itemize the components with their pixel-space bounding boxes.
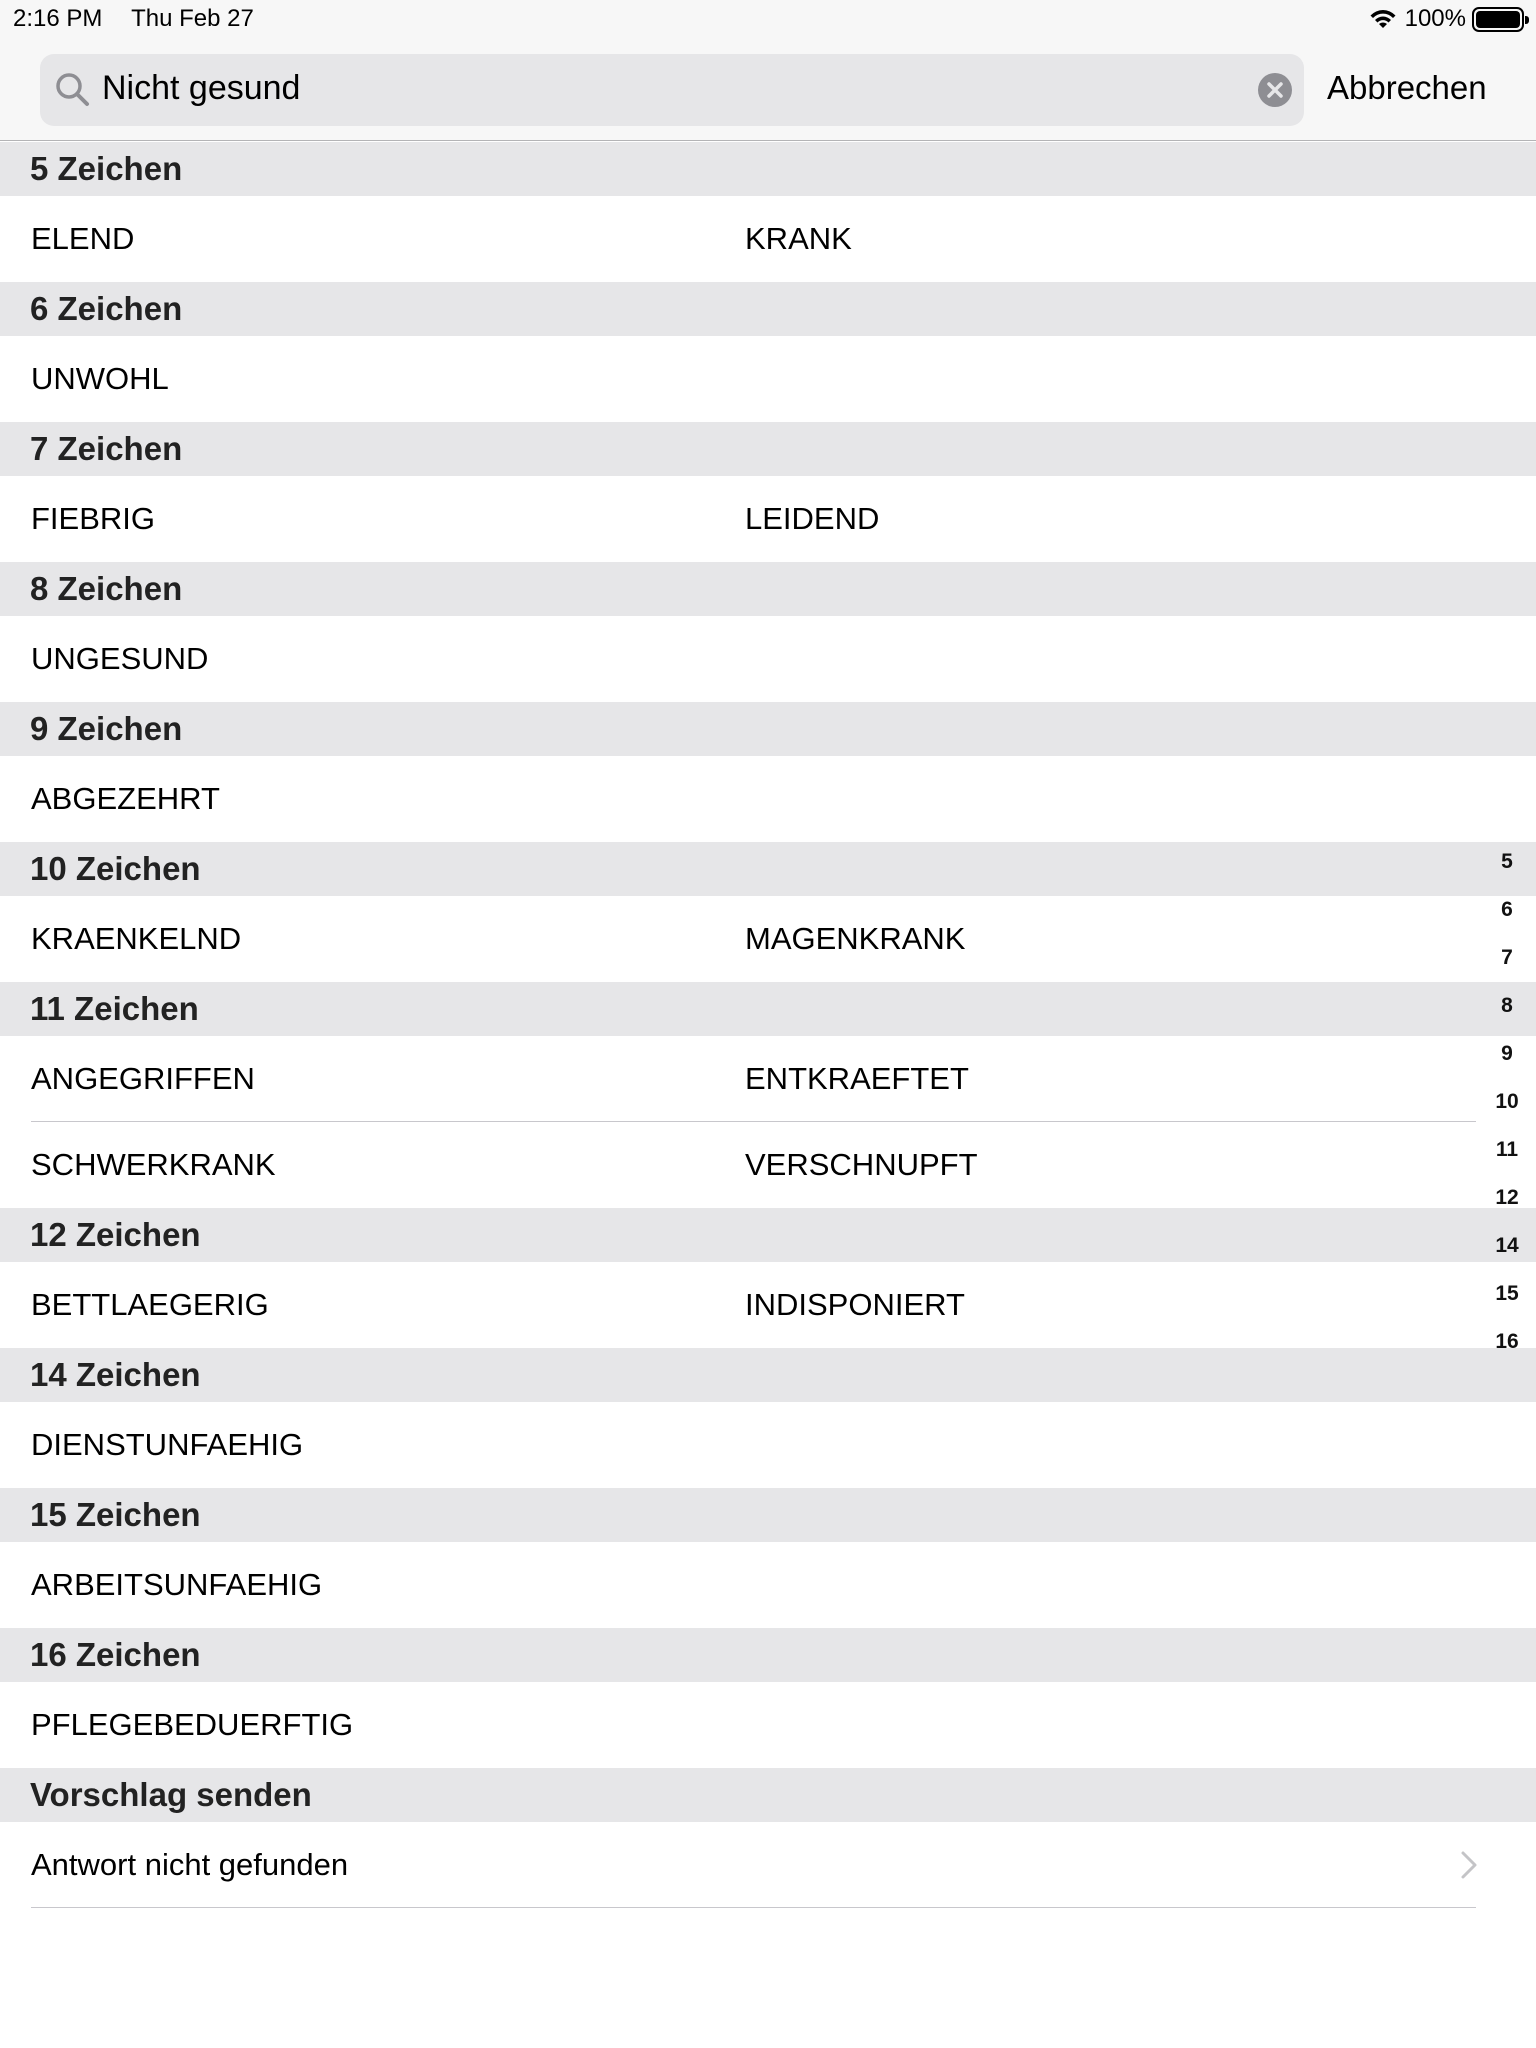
answer-cell[interactable]: SCHWERKRANK <box>31 1147 276 1182</box>
answer-cell[interactable]: ELEND <box>31 221 135 256</box>
table-row <box>0 756 1536 842</box>
suggestion-header: Vorschlag senden <box>0 1768 1536 1822</box>
index-item[interactable]: 14 <box>1495 1234 1519 1257</box>
table-row <box>0 196 1536 282</box>
table-row <box>0 896 1536 982</box>
section-index[interactable] <box>1492 838 1522 1366</box>
table-row <box>0 1122 1536 1208</box>
answer-cell[interactable]: DIENSTUNFAEHIG <box>31 1427 304 1462</box>
battery-nub <box>1525 16 1529 24</box>
index-item[interactable]: 6 <box>1501 898 1513 921</box>
cancel-button[interactable]: Abbrechen <box>1327 69 1487 106</box>
status-bar <box>0 0 1536 38</box>
table-row <box>0 1262 1536 1348</box>
status-right <box>1369 5 1524 33</box>
search-icon <box>54 71 92 109</box>
search-header <box>0 38 1536 141</box>
section-header: 15 Zeichen <box>0 1488 1536 1542</box>
answer-not-found-row[interactable] <box>0 1822 1536 1908</box>
answer-cell[interactable]: ANGEGRIFFEN <box>31 1061 255 1096</box>
section-header: 16 Zeichen <box>0 1628 1536 1682</box>
answer-cell[interactable]: UNGESUND <box>31 641 209 676</box>
index-item[interactable]: 10 <box>1495 1090 1519 1113</box>
index-item[interactable]: 7 <box>1501 946 1513 969</box>
battery-level <box>1476 11 1520 28</box>
table-row <box>0 1402 1536 1488</box>
battery-percent: 100% <box>1404 5 1466 32</box>
answer-cell[interactable]: BETTLAEGERIG <box>31 1287 269 1322</box>
answer-cell[interactable]: VERSCHNUPFT <box>745 1147 978 1182</box>
answer-cell[interactable]: ARBEITSUNFAEHIG <box>31 1567 323 1602</box>
clear-icon[interactable] <box>1258 73 1292 107</box>
answer-cell[interactable]: ENTKRAEFTET <box>745 1061 969 1096</box>
answer-cell[interactable]: FIEBRIG <box>31 501 156 536</box>
answer-cell[interactable]: ABGEZEHRT <box>31 781 220 816</box>
answer-cell[interactable]: KRANK <box>745 221 852 256</box>
index-item[interactable]: 9 <box>1501 1042 1513 1065</box>
section-header: 14 Zeichen <box>0 1348 1536 1402</box>
index-item[interactable]: 8 <box>1501 994 1513 1017</box>
table-row <box>0 336 1536 422</box>
wifi-icon <box>1369 8 1397 30</box>
section-header: 11 Zeichen <box>0 982 1536 1036</box>
answer-not-found-label: Antwort nicht gefunden <box>31 1847 349 1882</box>
table-row <box>0 616 1536 702</box>
index-item[interactable]: 15 <box>1495 1282 1519 1305</box>
results-list <box>0 142 1536 1908</box>
index-item[interactable]: 5 <box>1501 850 1513 873</box>
section-header: 8 Zeichen <box>0 562 1536 616</box>
chevron-right-icon <box>1460 1850 1478 1880</box>
status-time: 2:16 PM <box>13 5 103 32</box>
status-left <box>13 5 254 33</box>
section-header: 12 Zeichen <box>0 1208 1536 1262</box>
section-header: 6 Zeichen <box>0 282 1536 336</box>
section-header: 7 Zeichen <box>0 422 1536 476</box>
section-header: 9 Zeichen <box>0 702 1536 756</box>
answer-cell[interactable]: INDISPONIERT <box>745 1287 965 1322</box>
table-row <box>0 476 1536 562</box>
answer-cell[interactable]: UNWOHL <box>31 361 169 396</box>
answer-cell[interactable]: MAGENKRANK <box>745 921 966 956</box>
battery-icon <box>1472 7 1524 32</box>
answer-cell[interactable]: PFLEGEBEDUERFTIG <box>31 1707 354 1742</box>
table-row <box>0 1682 1536 1768</box>
answer-cell[interactable]: LEIDEND <box>745 501 880 536</box>
search-value[interactable]: Nicht gesund <box>102 69 301 107</box>
table-row <box>0 1036 1536 1122</box>
index-item[interactable]: 12 <box>1495 1186 1519 1209</box>
status-date: Thu Feb 27 <box>131 5 254 32</box>
section-header: 10 Zeichen <box>0 842 1536 896</box>
search-input[interactable] <box>40 54 1304 126</box>
answer-cell[interactable]: KRAENKELND <box>31 921 242 956</box>
index-item[interactable]: 11 <box>1495 1138 1519 1161</box>
table-row <box>0 1542 1536 1628</box>
index-item[interactable]: 16 <box>1495 1330 1519 1353</box>
section-header: 5 Zeichen <box>0 142 1536 196</box>
